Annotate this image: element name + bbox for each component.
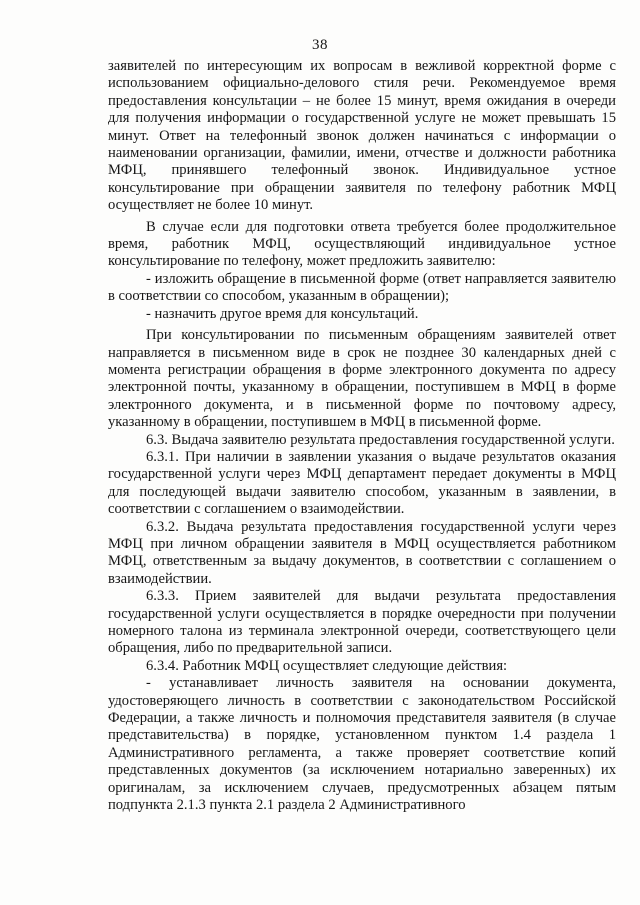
page-number: 38 (312, 37, 328, 53)
list-item-other-time: - назначить другое время для консультаций. (146, 305, 419, 322)
document-body (108, 58, 616, 814)
paragraph-6-3-4: 6.3.4. Работник МФЦ осуществляет следующие действия: (146, 657, 508, 674)
paragraph-written-requests: При консультировании по письменным обращениям заявителей ответ направляется в письменном виде в срок не позднее 30 календарных дней с момента регистрации обращения в форме электронного документа по адресу электронной почты, указанному в обращении, поступившем в МФЦ в форме электронного документа, и в письменной форме по почтовому адресу, указанному в обращении, поступившем в МФЦ в письменной форме. (108, 327, 616, 431)
paragraph-6-3-3: 6.3.3. Прием заявителей для выдачи результата предоставления государственной услуги осуществляется в порядке очередности при получении номерного талона из терминала электронной очереди, соответствующего цели обращения, либо по предварительной записи. (108, 588, 616, 657)
paragraph-6-3-2: 6.3.2. Выдача результата предоставления государственной услуги через МФЦ при личном обращении заявителя в МФЦ осуществляется работником МФЦ, ответственным за выдачу документов, в соответствии с соглашением о взаимодействии. (108, 518, 616, 587)
paragraph-6-3-1: 6.3.1. При наличии в заявлении указания о выдаче результатов оказания государственной услуги через МФЦ департамент передает документы в МФЦ для последующей выдачи заявителю способом, указанным в заявлении, в соответствии с соглашением о взаимодействии. (108, 448, 616, 518)
list-item-written-form: - изложить обращение в письменной форме (ответ направляется заявителю в соответствии со способом, указанным в обращении); (108, 270, 616, 305)
list-item-identify-applicant: - устанавливает личность заявителя на основании документа, удостоверяющего личность в соответствии с законодательством Российской Федерации, а также личность и полномочия представителя заявителя (в случае представительства) в порядке, установленном пунктом 1.4 раздела 1 Административного регламента, а также проверяет соответствие копий представленных документов (за исключением нотариально заверенных) их оригиналам, за исключением случаев, предусмотренных абзацем пятым подпункта 2.1.3 пункта 2.1 раздела 2 Административного (108, 675, 616, 814)
paragraph-consultation-phone: заявителей по интересующим их вопросам в вежливой корректной форме с использованием официально-делового стиля речи. Рекомендуемое время предоставления консультации – не более 15 минут, время ожидания в очереди для получения информации о государственной услуге не может превышать 15 минут. Ответ на телефонный звонок должен начинаться с информации о наименовании организации, фамилии, имени, отчестве и должности работника МФЦ, принявшего телефонный звонок. Индивидуальное устное консультирование при обращении заявителя по телефону работник МФЦ осуществляет не более 10 минут. (108, 58, 616, 214)
paragraph-longer-answer: В случае если для подготовки ответа требуется более продолжительное время, работник МФЦ, осуществляющий индивидуальное устное консультирование по телефону, может предложить заявителю: (108, 218, 616, 270)
section-heading-6-3: 6.3. Выдача заявителю результата предоставления государственной услуги. (146, 431, 615, 448)
